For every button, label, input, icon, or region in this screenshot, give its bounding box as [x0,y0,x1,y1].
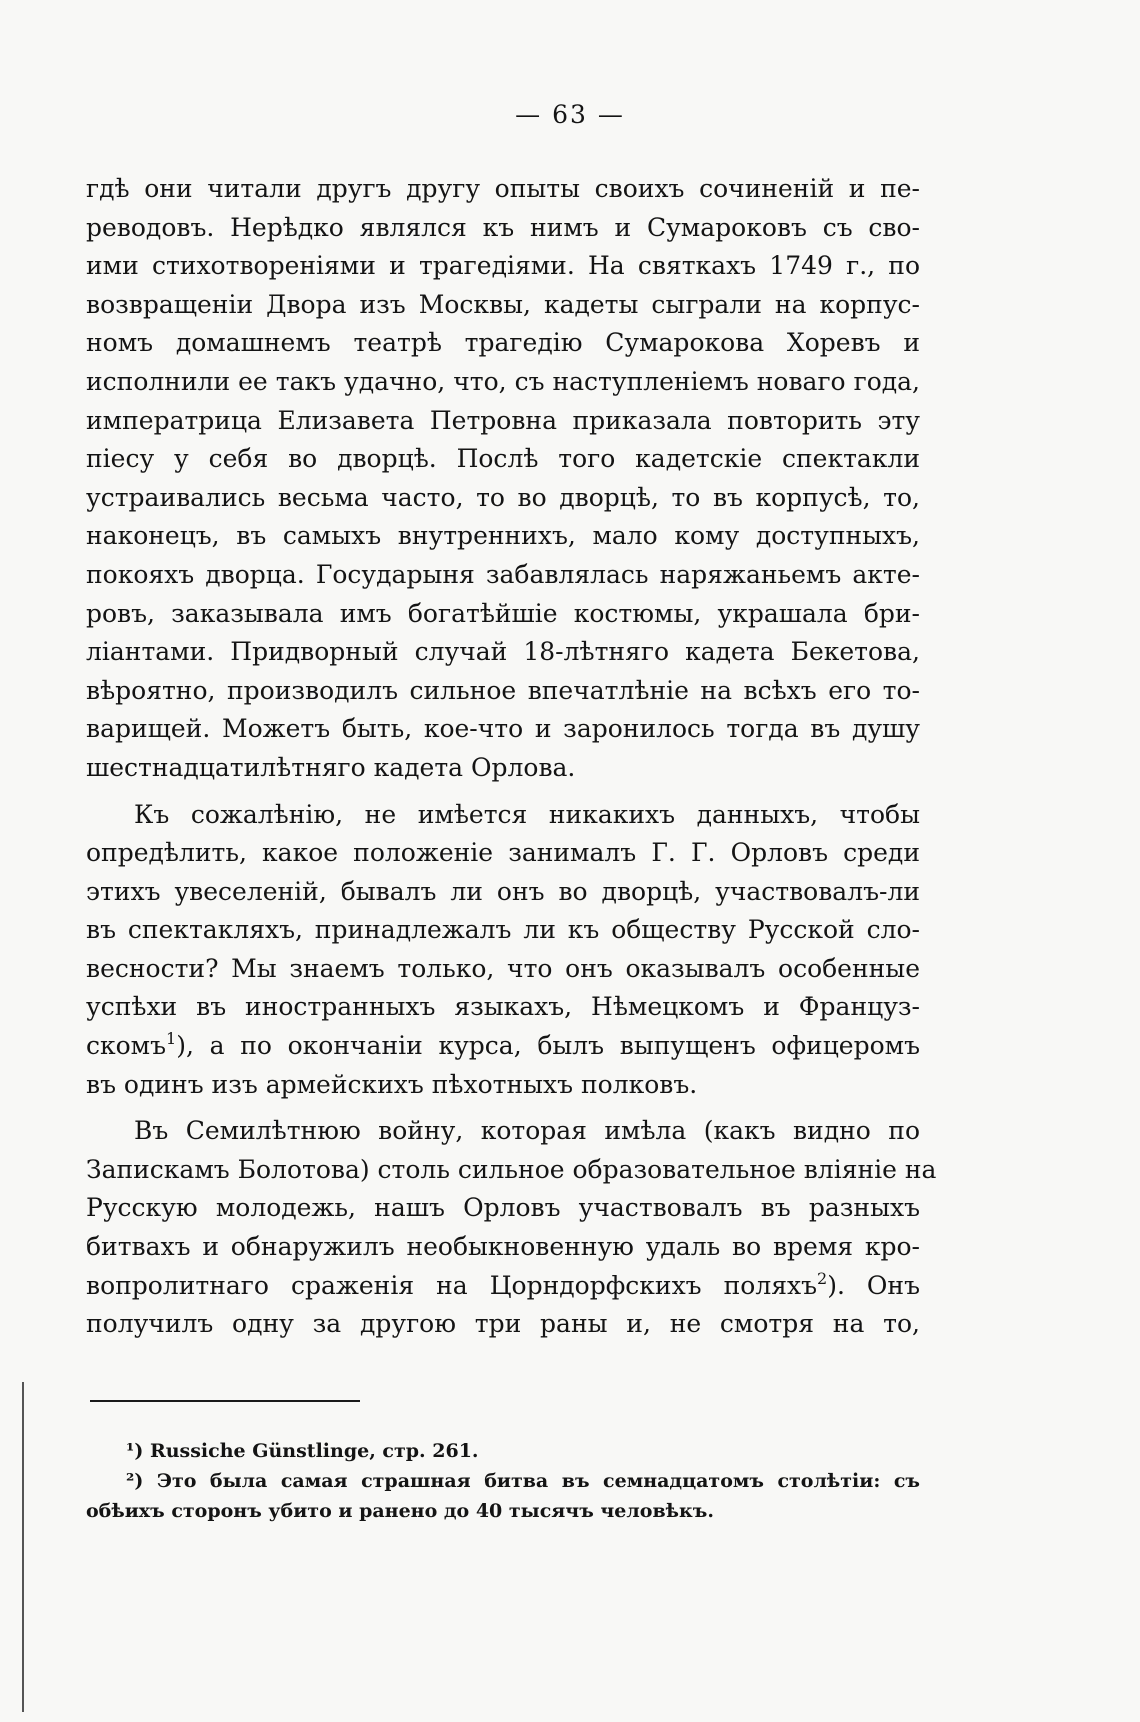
text-line [86,1027,920,1066]
footnote-2-continuation: обѣихъ сторонъ убито и ранено до 40 тысячъ человѣкъ. [86,1500,714,1522]
text-line: Русскую молодежь, нашъ Орловъ участвовалъ въ разныхъ [86,1193,920,1223]
line-end: ). Онъ [827,1270,920,1300]
footnote-divider [90,1400,360,1402]
text-line: гдѣ они читали другъ другу опыты своихъ сочиненій и пе- [86,174,920,203]
paragraph-2 [86,796,920,1105]
body-text [86,170,937,1352]
text-line: Въ Семилѣтнюю войну, которая имѣла (какъ видно по [134,1116,920,1146]
text-line: опредѣлить, какое положеніе занималъ Г. Г. Орловъ среди [86,838,920,868]
footnote-ref-2[interactable]: 2 [817,1268,828,1288]
text-line: успѣхи въ иностранныхъ языкахъ, Нѣмецкомъ и Француз- [86,992,920,1022]
text-line: получилъ одну за другою три раны и, не смотря на то, [86,1309,920,1339]
text-line: императрица Елизавета Петровна приказала повторить эту [86,405,920,435]
line-end: ), а по окончаніи курса, былъ выпущенъ офицеромъ [176,1031,920,1061]
text-line: ровъ, заказывала имъ богатѣйшіе костюмы, украшала бри- [86,598,920,628]
line-start: скомъ [86,1031,167,1061]
text-line: весности? Мы знаемъ только, что онъ оказывалъ особенные [86,953,920,983]
text-line: Запискамъ Болотова) столь сильное образовательное вліяніе на [86,1154,937,1184]
paragraph-3 [86,1112,937,1344]
line-start: вопролитнаго сраженія на Цорндорфскихъ поляхъ [86,1270,817,1300]
text-line: реводовъ. Нерѣдко являлся къ нимъ и Сумароковъ съ сво- [86,212,920,242]
footnotes [86,1436,920,1526]
text-line: піесу у себя во дворцѣ. Послѣ того кадетскіе спектакли [86,444,920,474]
paragraph-1 [86,170,920,788]
text-line: возвращеніи Двора изъ Москвы, кадеты сыграли на корпус- [86,289,920,319]
footnote-text: Russiche Günstlinge, стр. 261. [149,1440,479,1462]
footnote-mark: ²) [126,1470,144,1492]
text-line: исполнили ее такъ удачно, что, съ наступленіемъ новаго года, [86,366,920,396]
text-line: номъ домашнемъ театрѣ трагедію Сумарокова Хоревъ и [86,328,920,358]
text-line: этихъ увеселеній, бывалъ ли онъ во дворцѣ, участвовалъ-ли [86,876,920,906]
text-line: битвахъ и обнаружилъ необыкновенную удаль во время кро- [86,1232,920,1262]
text-line: вѣроятно, производилъ сильное впечатлѣніе на всѣхъ его то- [86,675,920,705]
page-number: — 63 — [515,100,625,129]
footnote-mark: ¹) [126,1440,144,1462]
text-line: покояхъ дворца. Государыня забавлялась наряжаньемъ акте- [86,559,920,589]
text-line: Къ сожалѣнію, не имѣется никакихъ данныхъ, чтобы [134,799,920,829]
text-line [86,1267,920,1306]
footnote-text: Это была самая страшная битва въ семнадцатомъ столѣтіи: съ [156,1470,920,1492]
text-line: въ одинъ изъ армейскихъ пѣхотныхъ полковъ. [86,1069,698,1099]
text-line: варищей. Можетъ быть, кое-что и заронилось тогда въ душу [86,714,920,744]
text-line: устраивались весьма часто, то во дворцѣ, то въ корпусѣ, то, [86,482,920,512]
text-line: въ спектакляхъ, принадлежалъ ли къ обществу Русской сло- [86,915,920,945]
text-line: шестнадцатилѣтняго кадета Орлова. [86,752,576,782]
footnote-ref-1[interactable]: 1 [166,1029,177,1049]
text-line: наконецъ, въ самыхъ внутреннихъ, мало кому доступныхъ, [86,521,920,551]
text-line: ими стихотвореніями и трагедіями. На святкахъ 1749 г., по [86,251,920,281]
scan-edge-mark [22,1382,24,1712]
footnote-1 [86,1436,920,1466]
text-line: ліантами. Придворный случай 18-лѣтняго кадета Бекетова, [86,637,920,667]
footnote-2 [86,1466,920,1496]
